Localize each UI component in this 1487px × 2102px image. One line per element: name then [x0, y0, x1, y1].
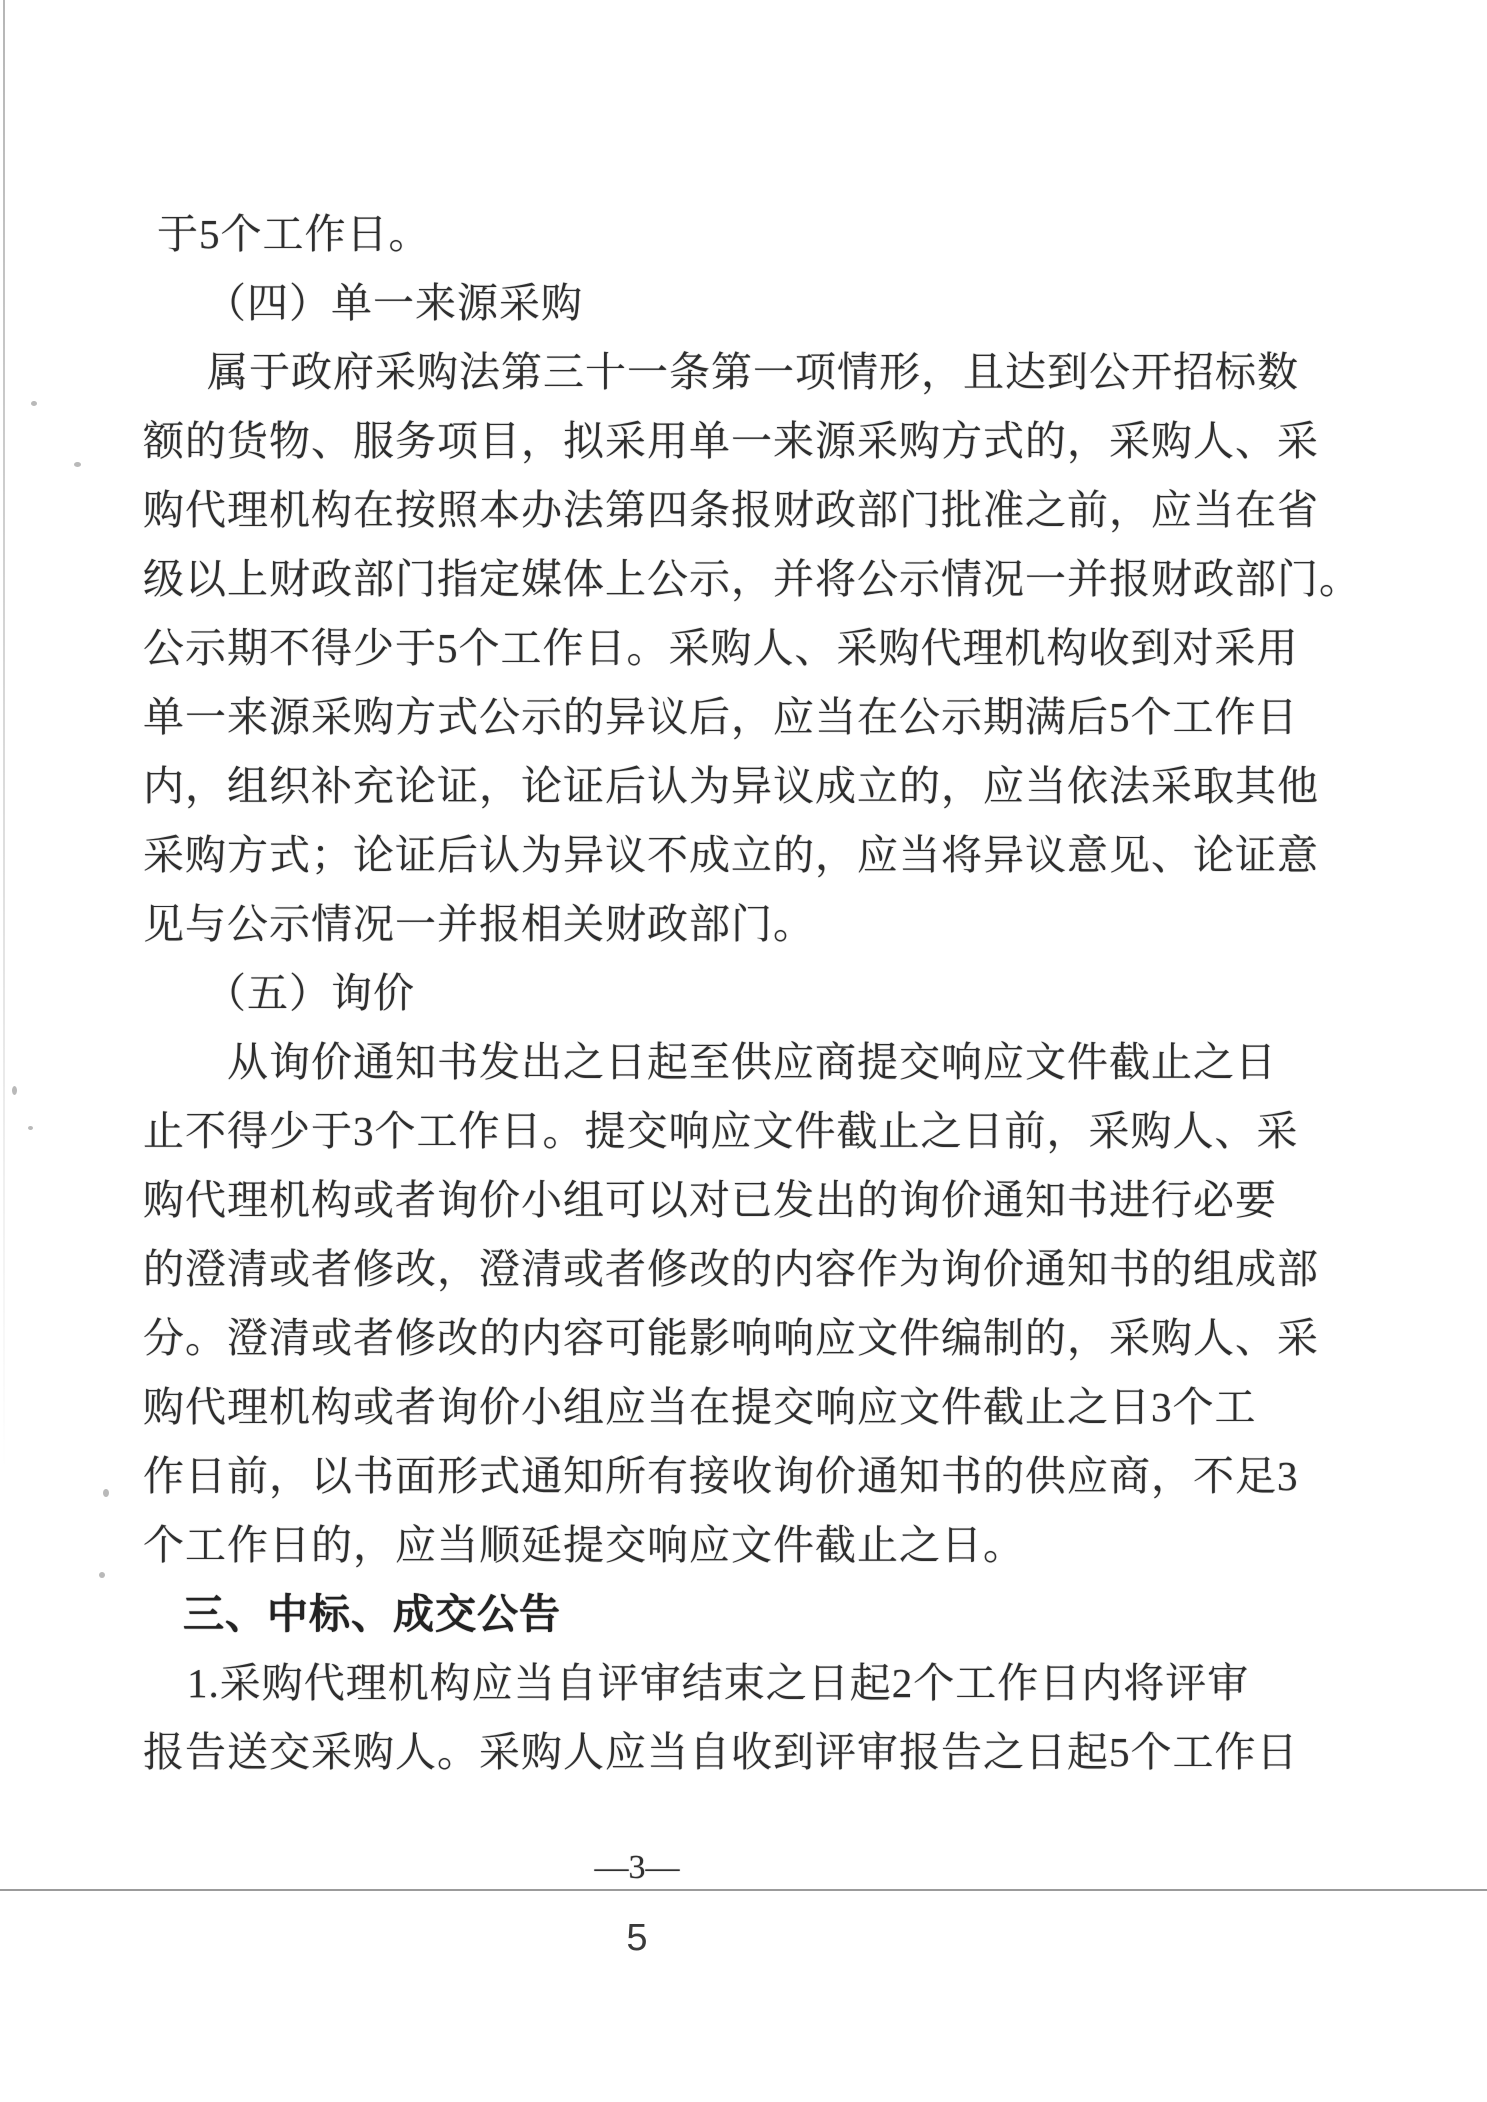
text-line: 作日前，以书面形式通知所有接收询价通知书的供应商，不足3 — [143, 1453, 1299, 1499]
text-line: 见与公示情况一并报相关财政部门。 — [143, 901, 815, 947]
scan-speck — [99, 1572, 105, 1578]
text-line: 公示期不得少于5个工作日。采购人、采购代理机构收到对采用 — [143, 625, 1299, 671]
text-line: 分。澄清或者修改的内容可能影响响应文件编制的，采购人、采 — [143, 1315, 1319, 1361]
inner-page-number: —3— — [594, 1849, 680, 1886]
outer-page-number: 5 — [626, 1917, 648, 1959]
text-line: 的澄清或者修改，澄清或者修改的内容作为询价通知书的组成部 — [143, 1246, 1319, 1292]
text-line: 1.采购代理机构应当自评审结束之日起2个工作日内将评审 — [187, 1660, 1250, 1706]
text-line: 单一来源采购方式公示的异议后，应当在公示期满后5个工作日 — [143, 694, 1299, 740]
scan-speck — [74, 462, 81, 467]
scan-speck — [12, 1086, 17, 1095]
text-line: 从询价通知书发出之日起至供应商提交响应文件截止之日 — [227, 1039, 1277, 1085]
text-line: 报告送交采购人。采购人应当自收到评审报告之日起5个工作日 — [143, 1729, 1299, 1775]
text-line: 止不得少于3个工作日。提交响应文件截止之日前，采购人、采 — [143, 1108, 1299, 1154]
document-text-block — [143, 200, 1361, 1787]
scan-speck — [28, 1126, 33, 1130]
text-line: 额的货物、服务项目，拟采用单一来源采购方式的，采购人、采 — [143, 418, 1319, 464]
scan-edge-line — [3, 0, 5, 1470]
section-heading: （四）单一来源采购 — [205, 280, 583, 326]
text-line: 内，组织补充论证，论证后认为异议成立的，应当依法采取其他 — [143, 763, 1319, 809]
text-line: 采购方式；论证后认为异议不成立的，应当将异议意见、论证意 — [143, 832, 1319, 878]
scan-horizontal-rule — [0, 1889, 1487, 1891]
scan-speck — [103, 1489, 109, 1497]
text-line: 购代理机构在按照本办法第四条报财政部门批准之前，应当在省 — [143, 487, 1319, 533]
scan-speck — [31, 401, 37, 406]
text-line: 购代理机构或者询价小组应当在提交响应文件截止之日3个工 — [143, 1384, 1257, 1430]
text-line: 个工作日的，应当顺延提交响应文件截止之日。 — [143, 1522, 1025, 1568]
section-heading: 三、中标、成交公告 — [183, 1591, 561, 1637]
text-line: 属于政府采购法第三十一条第一项情形，且达到公开招标数 — [207, 349, 1299, 395]
section-heading: （五）询价 — [205, 970, 415, 1016]
text-line: 购代理机构或者询价小组可以对已发出的询价通知书进行必要 — [143, 1177, 1277, 1223]
text-line: 级以上财政部门指定媒体上公示，并将公示情况一并报财政部门。 — [143, 556, 1361, 602]
text-line: 于5个工作日。 — [157, 211, 431, 257]
